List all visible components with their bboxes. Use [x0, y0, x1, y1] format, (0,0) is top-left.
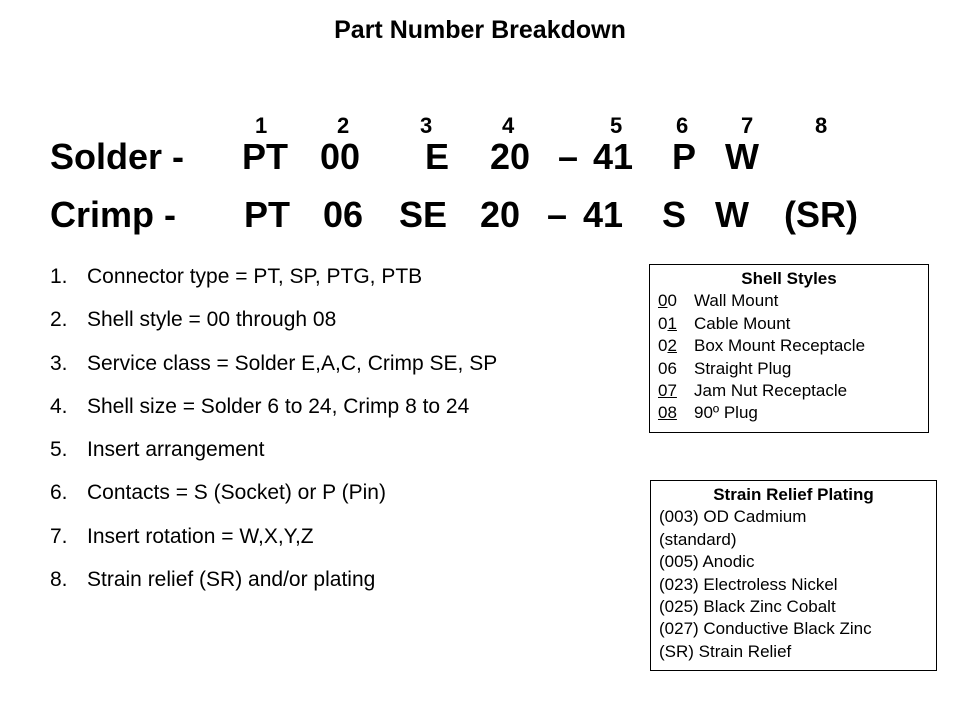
pn-token: W	[715, 194, 749, 235]
list-number: 6.	[50, 481, 68, 505]
pn-token: (SR)	[784, 194, 858, 235]
pn-token: E	[425, 136, 450, 177]
strain-relief-item: (027) Conductive Black Zinc	[659, 619, 872, 639]
shell-style-label: Straight Plug	[694, 358, 792, 378]
list-text: Insert rotation = W,X,Y,Z	[87, 524, 314, 548]
list-text: Contacts = S (Socket) or P (Pin)	[87, 481, 386, 505]
pn-token: 20	[480, 194, 521, 235]
position-number: 6	[676, 113, 689, 138]
shell-style-code: 07	[658, 381, 677, 401]
pn-token: P	[672, 136, 697, 177]
list-text: Shell size = Solder 6 to 24, Crimp 8 to 24	[87, 394, 470, 418]
pn-token: SE	[399, 194, 448, 235]
strain-relief-item: (025) Black Zinc Cobalt	[659, 597, 836, 617]
shell-style-item	[658, 380, 920, 402]
list-number: 5.	[50, 438, 68, 462]
position-number: 4	[502, 113, 515, 138]
crimp-label: Crimp -	[50, 194, 176, 235]
position-number: 1	[255, 113, 268, 138]
shell-style-item	[658, 290, 920, 312]
position-number: 2	[337, 113, 350, 138]
list-item	[50, 259, 630, 302]
shell-style-item	[658, 402, 920, 424]
list-text: Insert arrangement	[87, 438, 265, 462]
strain-relief-list	[659, 506, 928, 663]
pn-token: W	[725, 136, 759, 177]
position-number: 7	[741, 113, 754, 138]
pn-token: S	[662, 194, 687, 235]
strain-relief-title: Strain Relief Plating	[713, 485, 874, 504]
strain-relief-box	[650, 480, 937, 671]
pn-token: 20	[490, 136, 531, 177]
shell-styles-list	[658, 290, 920, 424]
shell-style-code: 01	[658, 313, 677, 333]
list-number: 4.	[50, 394, 68, 418]
strain-relief-item: (005) Anodic	[659, 552, 755, 572]
list-text: Strain relief (SR) and/or plating	[87, 568, 376, 592]
shell-styles-title: Shell Styles	[741, 269, 837, 288]
list-number: 7.	[50, 524, 68, 548]
position-number: 8	[815, 113, 828, 138]
list-item	[50, 562, 630, 605]
list-text: Service class = Solder E,A,C, Crimp SE, SP	[87, 351, 498, 375]
solder-part-number	[50, 136, 950, 180]
solder-label: Solder -	[50, 136, 185, 177]
shell-style-code: 06	[658, 358, 677, 378]
pn-token: –	[558, 136, 579, 177]
strain-relief-item: (standard)	[659, 529, 737, 549]
shell-style-label: 90º Plug	[694, 403, 758, 423]
list-item	[50, 519, 630, 562]
list-number: 8.	[50, 568, 68, 592]
shell-style-item	[658, 335, 920, 357]
pn-token: 06	[323, 194, 364, 235]
position-number: 3	[420, 113, 433, 138]
shell-style-label: Jam Nut Receptacle	[694, 381, 848, 401]
list-item	[50, 346, 630, 389]
pn-token: PT	[242, 136, 289, 177]
list-item	[50, 302, 630, 345]
pn-token: 00	[320, 136, 361, 177]
shell-style-label: Cable Mount	[694, 313, 791, 333]
strain-relief-item: (023) Electroless Nickel	[659, 574, 838, 594]
list-item	[50, 389, 630, 432]
shell-styles-box	[649, 264, 929, 433]
list-item	[50, 432, 630, 475]
page-title: Part Number Breakdown	[334, 16, 626, 44]
shell-style-label: Wall Mount	[694, 291, 779, 311]
shell-style-code: 00	[658, 291, 677, 311]
crimp-part-number	[50, 194, 950, 238]
pn-token: PT	[244, 194, 291, 235]
list-text: Connector type = PT, SP, PTG, PTB	[87, 265, 423, 288]
position-number: 5	[610, 113, 623, 138]
strain-relief-item: (003) OD Cadmium	[659, 507, 807, 527]
breakdown-list	[50, 259, 630, 605]
list-number: 1.	[50, 265, 68, 288]
pn-token: –	[547, 194, 568, 235]
shell-style-label: Box Mount Receptacle	[694, 336, 866, 356]
shell-style-item	[658, 313, 920, 335]
pn-token: 41	[583, 194, 624, 235]
list-number: 2.	[50, 308, 68, 332]
list-text: Shell style = 00 through 08	[87, 308, 337, 332]
pn-token: 41	[593, 136, 634, 177]
list-number: 3.	[50, 351, 68, 375]
shell-style-code: 08	[658, 403, 677, 423]
shell-style-code: 02	[658, 336, 677, 356]
strain-relief-item: (SR) Strain Relief	[659, 641, 792, 661]
shell-style-item	[658, 358, 920, 380]
list-item	[50, 475, 630, 518]
